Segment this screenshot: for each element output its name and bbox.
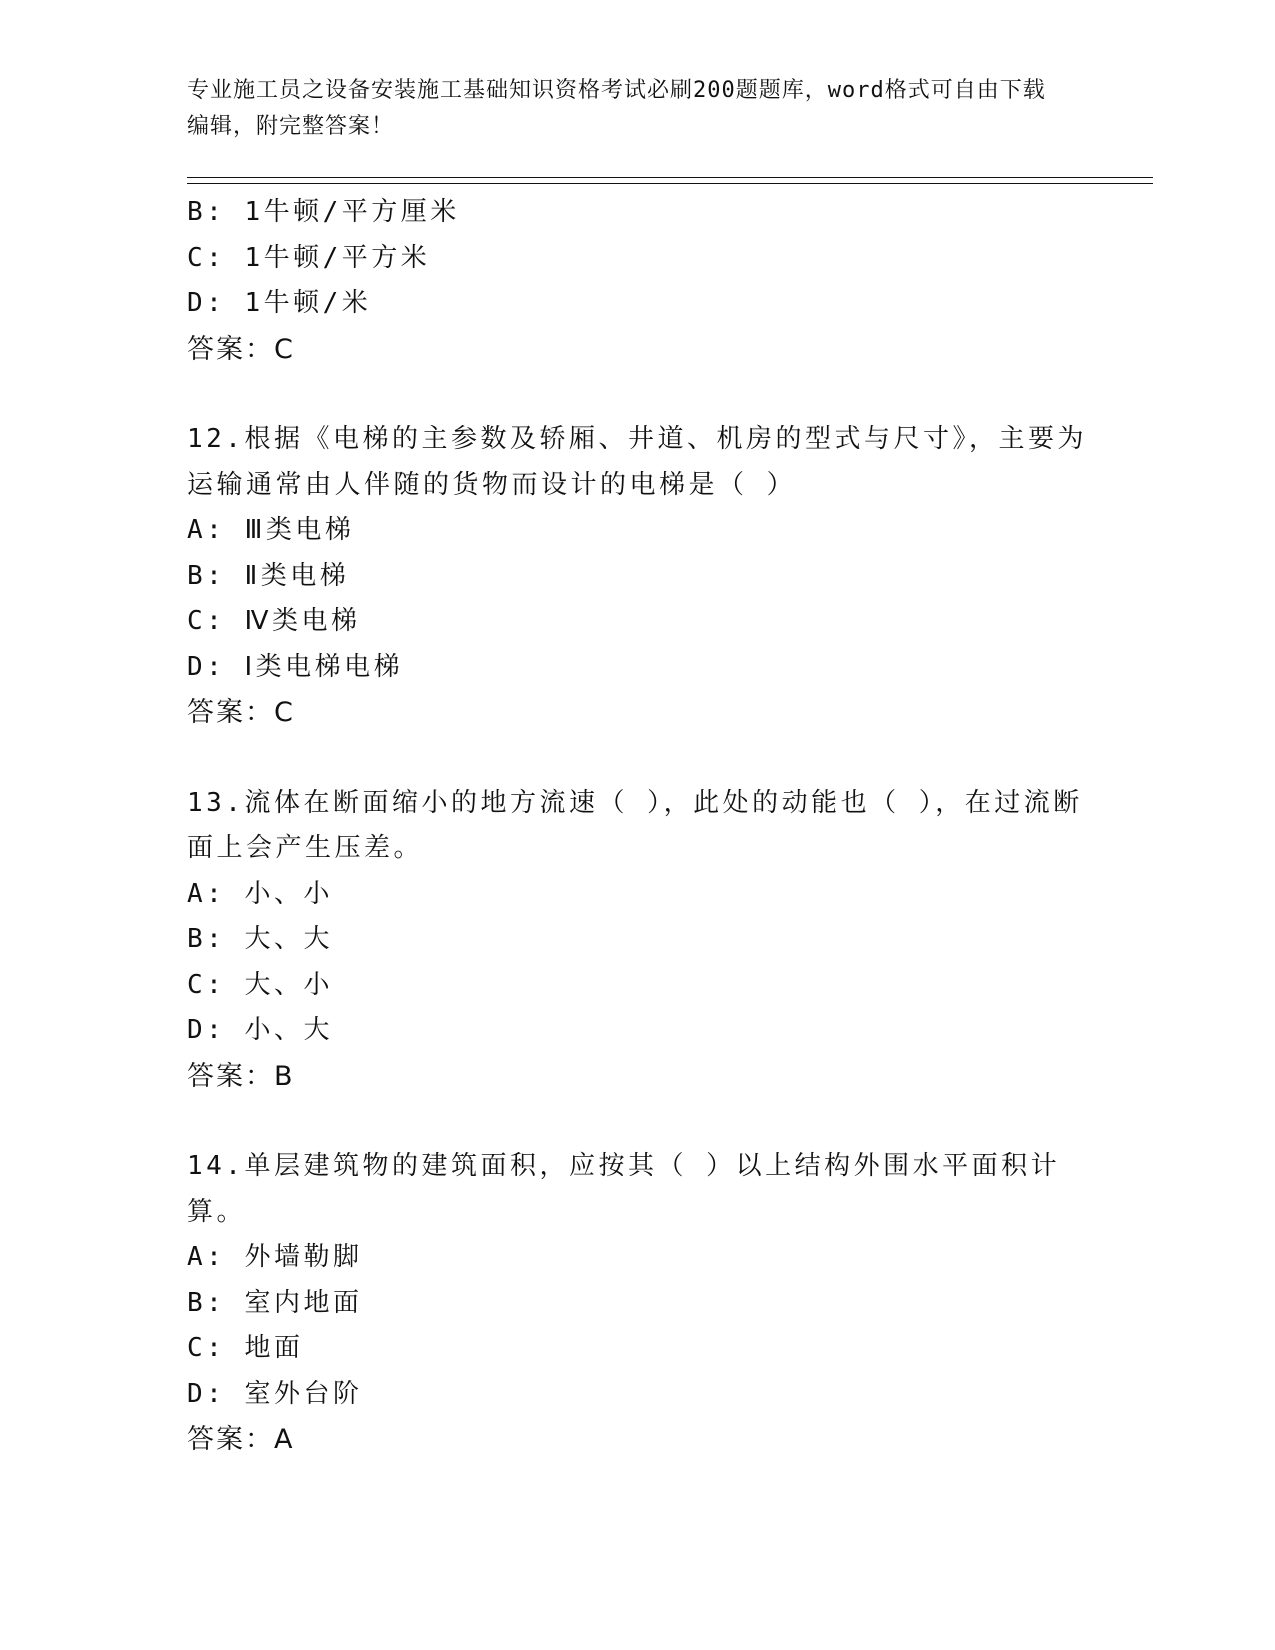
- question-13: [187, 781, 1087, 1100]
- option-c: C: 地面: [187, 1333, 304, 1363]
- question-text: 12.根据《电梯的主参数及轿厢、井道、机房的型式与尺寸》，主要为运输通常由人伴随的货物而设计的电梯是（ ）: [187, 424, 1087, 500]
- header-divider-top: [187, 177, 1153, 178]
- question-text: 13.流体在断面缩小的地方流速（ ），此处的动能也（ ），在过流断面上会产生压差。: [187, 787, 1083, 863]
- answer: 答案：A: [187, 1424, 295, 1455]
- document-header: 专业施工员之设备安装施工基础知识资格考试必刷200题题库，word格式可自由下载编辑，附完整答案！: [187, 78, 1046, 139]
- option-d: D: Ⅰ类电梯电梯: [187, 651, 404, 682]
- question-list: [187, 190, 1087, 1463]
- option-c: C: 1牛顿/平方米: [187, 242, 431, 273]
- question-text: 14.单层建筑物的建筑面积，应按其（ ）以上结构外围水平面积计算。: [187, 1151, 1061, 1227]
- option-a: A: 小、小: [187, 878, 333, 909]
- answer: 答案：C: [187, 333, 295, 365]
- answer: 答案：B: [187, 1060, 295, 1092]
- option-a: A: 外墙勒脚: [187, 1242, 363, 1272]
- option-d: D: 小、大: [187, 1015, 333, 1045]
- header-divider-bottom: [187, 183, 1153, 184]
- question-fragment: [187, 190, 1087, 372]
- option-c: C: Ⅳ类电梯: [187, 606, 361, 636]
- option-d: D: 室外台阶: [187, 1378, 363, 1409]
- option-b: B: Ⅱ类电梯: [187, 560, 350, 591]
- option-a: A: Ⅲ类电梯: [187, 515, 355, 545]
- question-12: [187, 417, 1087, 736]
- option-b: B: 1牛顿/平方厘米: [187, 197, 460, 227]
- question-14: [187, 1144, 1087, 1463]
- option-c: C: 大、小: [187, 969, 333, 1000]
- option-b: B: 大、大: [187, 924, 333, 954]
- option-d: D: 1牛顿/米: [187, 288, 372, 318]
- answer: 答案：C: [187, 697, 295, 728]
- option-b: B: 室内地面: [187, 1287, 363, 1318]
